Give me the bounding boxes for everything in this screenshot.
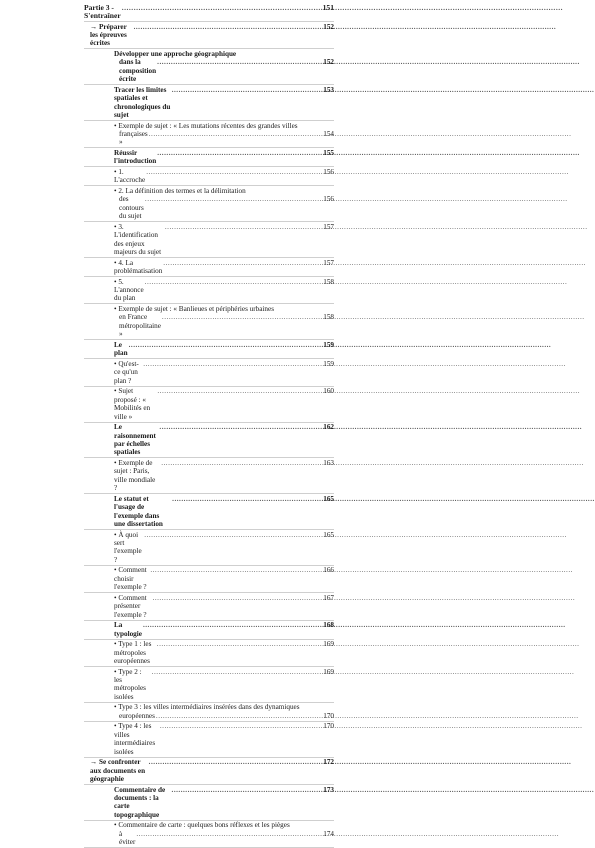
- toc-entry[interactable]: [84, 667, 334, 703]
- toc-leader-dots: [156, 712, 319, 720]
- toc-leader-dots: [165, 223, 319, 231]
- toc-entry[interactable]: [84, 3, 334, 22]
- toc-page-number: 154: [323, 130, 334, 139]
- toc-entry[interactable]: [84, 621, 334, 640]
- toc-entry-line: [114, 830, 334, 847]
- toc-page-number: 173: [323, 785, 334, 794]
- toc-leader-dots: [157, 149, 319, 157]
- toc-page-number: 156: [323, 195, 334, 204]
- toc-entry-title: • 5. L'annonce du plan: [114, 278, 144, 303]
- toc-page-number: 157: [323, 222, 334, 231]
- toc-leader-dots: [157, 387, 319, 395]
- toc-entry-title: • À quoi sert l'exemple ?: [114, 531, 143, 565]
- toc-entry-title: Réussir l'introduction: [114, 149, 157, 166]
- toc-entry[interactable]: [84, 304, 334, 340]
- toc-leader-dots: [144, 531, 319, 539]
- toc-page-number: 151: [322, 2, 334, 12]
- toc-entry[interactable]: [84, 22, 334, 49]
- toc-entry-title: • Comment présenter l'exemple ?: [114, 594, 152, 619]
- toc-page-number: 160: [323, 387, 334, 396]
- toc-entry-title: Partie 3 - S'entraîner: [84, 2, 121, 20]
- toc-entry-title: • Type 4 : les villes intermédiaires isolées: [114, 722, 159, 756]
- toc-entry-title: • Comment choisir l'exemple ?: [114, 566, 149, 591]
- toc-page-number: 165: [323, 494, 334, 503]
- toc-leader-dots: [172, 495, 319, 503]
- toc-entry-title-cont: en France métropolitaine »: [119, 313, 163, 339]
- toc-entry-title-cont: françaises »: [119, 130, 150, 147]
- toc-entry[interactable]: [84, 258, 334, 277]
- toc-entry[interactable]: [84, 758, 334, 785]
- toc-leader-dots: [122, 4, 319, 12]
- toc-page-number: 170: [323, 722, 334, 731]
- toc-entry-title-cont: des contours du sujet: [119, 195, 146, 221]
- table-of-contents: [84, 3, 334, 848]
- toc-entry-title-cont: européennes: [119, 711, 155, 720]
- toc-leader-dots: [150, 566, 319, 574]
- toc-entry[interactable]: [84, 222, 334, 258]
- toc-leader-dots: [149, 758, 319, 766]
- toc-entry-title: • 4. La problématisation: [114, 259, 162, 276]
- toc-entry[interactable]: [84, 167, 334, 186]
- toc-leader-dots: [157, 640, 319, 648]
- toc-leader-dots: [172, 86, 319, 94]
- toc-entry-title: • Sujet proposé : « Mobilités en ville »: [114, 387, 156, 421]
- toc-page-number: 163: [323, 458, 334, 467]
- toc-page-number: 159: [323, 340, 334, 349]
- toc-entry[interactable]: [84, 387, 334, 423]
- toc-page-number: 166: [323, 566, 334, 575]
- toc-page-number: 152: [323, 58, 334, 67]
- toc-leader-dots: [134, 23, 319, 31]
- toc-entry-title-cont: à éviter: [119, 829, 136, 847]
- toc-entry-line: [114, 313, 334, 338]
- toc-entry-title: • Exemple de sujet : « Banlieues et périphéries urbaines: [114, 305, 334, 313]
- toc-entry-line: [114, 712, 334, 720]
- toc-entry-title: → Se confronter aux documents en géographie: [90, 758, 148, 783]
- toc-entry-line: [114, 195, 334, 220]
- toc-leader-dots: [153, 594, 319, 602]
- toc-leader-dots: [163, 259, 319, 267]
- toc-page-number: 158: [323, 313, 334, 322]
- toc-entry-title: • 3. L'identification des enjeux majeurs du sujet: [114, 223, 164, 257]
- toc-entry[interactable]: [84, 640, 334, 667]
- toc-entry-title: Tracer les limites spatiales et chronologiques du sujet: [114, 85, 173, 120]
- toc-entry[interactable]: [84, 785, 334, 821]
- toc-entry[interactable]: [84, 566, 334, 593]
- toc-page-number: 156: [323, 168, 334, 177]
- toc-entry[interactable]: [84, 423, 334, 459]
- toc-leader-dots: [152, 668, 319, 676]
- toc-page-number: 165: [323, 530, 334, 539]
- toc-entry[interactable]: [84, 494, 334, 530]
- toc-entry-title: • Type 1 : les métropoles européennes: [114, 640, 156, 665]
- toc-entry[interactable]: [84, 148, 334, 167]
- toc-leader-dots: [145, 195, 319, 203]
- toc-leader-dots: [161, 459, 319, 467]
- toc-entry-title: Développer une approche géographique: [114, 50, 237, 58]
- toc-entry[interactable]: [84, 49, 334, 85]
- toc-leader-dots: [143, 621, 319, 629]
- toc-entry-title: Le statut et l'usage de l'exemple dans une dissertation: [114, 494, 163, 528]
- toc-entry[interactable]: [84, 340, 334, 359]
- toc-entry-title: • Type 3 : les villes intermédiaires insérées dans des dynamiques: [114, 703, 334, 711]
- toc-leader-dots: [172, 786, 319, 794]
- toc-entry[interactable]: [84, 722, 334, 758]
- toc-entry-line: [114, 58, 334, 83]
- toc-page-number: 155: [323, 149, 334, 158]
- toc-entry[interactable]: [84, 593, 334, 620]
- toc-leader-dots: [157, 58, 319, 66]
- toc-page-number: 152: [323, 22, 334, 31]
- toc-entry[interactable]: [84, 359, 334, 386]
- toc-leader-dots: [143, 360, 319, 368]
- toc-entry-title: → Préparer les épreuves écrites: [90, 23, 133, 48]
- toc-entry-title: • 1. L'accroche: [114, 168, 145, 185]
- toc-entry-title: • Commentaire de carte : quelques bons réflexes et les pièges: [114, 821, 334, 829]
- toc-leader-dots: [136, 830, 319, 838]
- toc-entry[interactable]: [84, 277, 334, 304]
- toc-leader-dots: [129, 341, 319, 349]
- toc-entry[interactable]: [84, 186, 334, 222]
- toc-entry[interactable]: [84, 821, 334, 848]
- toc-entry-title: • Type 2 : les métropoles isolées: [114, 668, 151, 702]
- toc-entry-title: • 2. La définition des termes et la délimitation: [114, 187, 334, 195]
- toc-entry-title-cont: dans la composition écrite: [119, 58, 158, 84]
- toc-leader-dots: [159, 423, 319, 431]
- toc-entries: [84, 3, 334, 848]
- toc-page-number: 157: [323, 258, 334, 267]
- toc-page-number: 153: [323, 85, 334, 94]
- toc-page-number: 169: [323, 640, 334, 649]
- toc-page-number: 167: [323, 593, 334, 602]
- toc-entry[interactable]: [84, 458, 334, 494]
- toc-page-number: 158: [323, 277, 334, 286]
- toc-entry[interactable]: [84, 85, 334, 121]
- toc-entry-title: • Qu'est-ce qu'un plan ?: [114, 360, 142, 385]
- toc-entry-title: Le raisonnement par échelles spatiales: [114, 423, 158, 457]
- toc-entry[interactable]: [84, 121, 334, 148]
- toc-leader-dots: [145, 278, 319, 286]
- toc-entry-title: Commentaire de documents : la carte topographique: [114, 785, 167, 819]
- toc-leader-dots: [146, 168, 319, 176]
- toc-entry-title: • Exemple de sujet : « Les mutations récentes des grandes villes: [114, 122, 334, 130]
- toc-entry-title: • Exemple de sujet : Paris, ville mondiale ?: [114, 459, 160, 493]
- toc-entry-line: [114, 130, 334, 147]
- toc-page-number: 169: [323, 667, 334, 676]
- toc-leader-dots: [160, 722, 319, 730]
- toc-leader-dots: [149, 130, 319, 138]
- toc-page-number: 168: [323, 621, 334, 630]
- toc-page-number: 174: [323, 829, 334, 838]
- toc-entry[interactable]: [84, 703, 334, 722]
- toc-leader-dots: [162, 313, 319, 321]
- toc-entry[interactable]: [84, 530, 334, 566]
- toc-page-number: 159: [323, 359, 334, 368]
- toc-page-number: 170: [323, 711, 334, 720]
- toc-page-number: 172: [323, 758, 334, 767]
- toc-entry-title: Le plan: [114, 340, 128, 358]
- toc-page-number: 162: [323, 423, 334, 432]
- toc-entry-title: La typologie: [114, 621, 142, 638]
